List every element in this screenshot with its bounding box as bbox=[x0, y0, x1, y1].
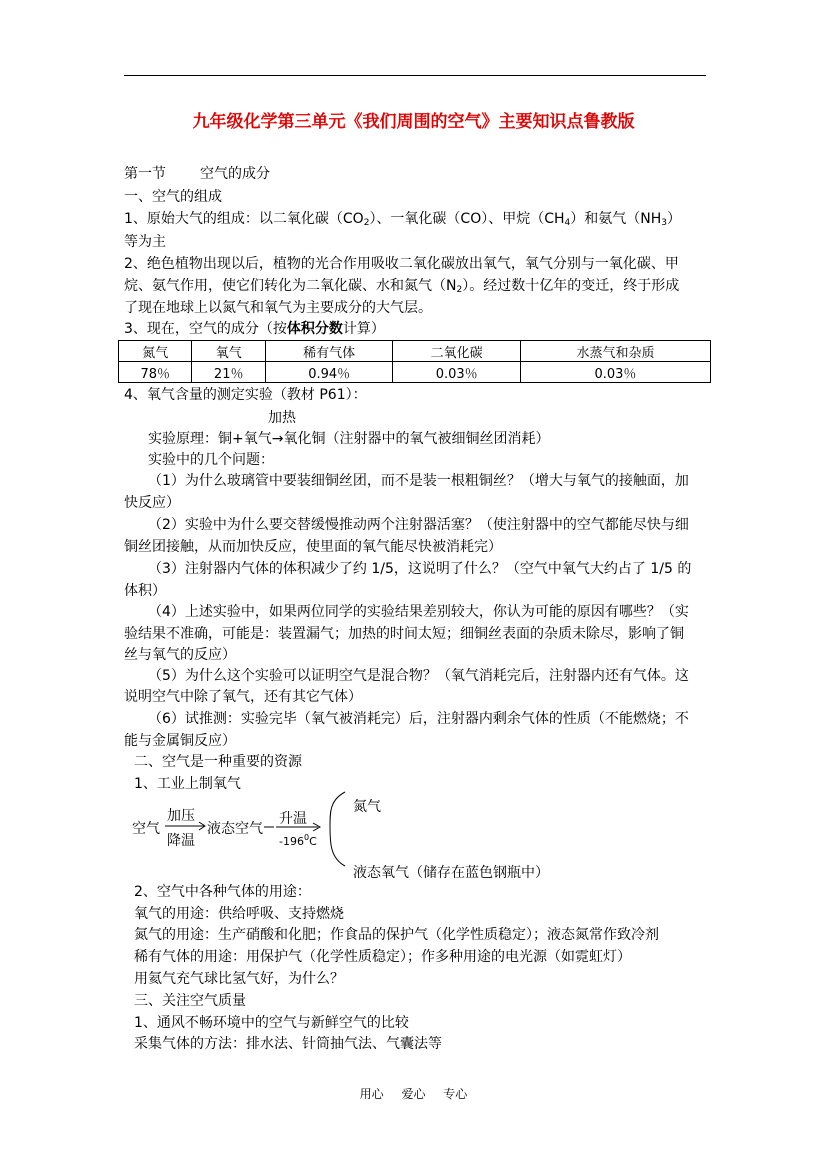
table-cell: 0.03％ bbox=[393, 362, 521, 383]
question-line: （5）为什么这个实验可以证明空气是混合物？（氧气消耗完后，注射器内还有气体。这 bbox=[148, 668, 689, 684]
paragraph-line: 了现在地球上以氮气和氧气为主要成分的大气层。 bbox=[124, 300, 432, 316]
table-header-cell: 氮气 bbox=[119, 341, 192, 362]
paragraph-line: 用氦气充气球比氢气好，为什么？ bbox=[134, 971, 344, 987]
paragraph-line: 采集气体的方法：排水法、针筒抽气法、气囊法等 bbox=[134, 1036, 442, 1052]
paragraph-line: 稀有气体的用途：用保护气（化学性质稳定）；作多种用途的电光源（如霓虹灯） bbox=[134, 949, 631, 965]
question-line: 验结果不准确，可能是：装置漏气；加热的时间太短；细铜丝表面的杂质未除尽，影响了铜 bbox=[124, 626, 684, 642]
table-cell: 0.03％ bbox=[520, 362, 710, 383]
flow-liquid-air: 液态空气 bbox=[207, 821, 263, 837]
table-header-cell: 水蒸气和杂质 bbox=[520, 341, 710, 362]
paragraph-line: 等为主 bbox=[124, 234, 166, 250]
flow-temperature: $-196^0C$ bbox=[279, 833, 317, 848]
part-heading: 一、空气的组成 bbox=[124, 189, 222, 205]
question-line: 丝与氧气的反应） bbox=[124, 647, 236, 663]
question-line: 体积） bbox=[124, 583, 166, 599]
flow-liquid-oxygen: 液态氧气（储存在蓝色钢瓶中） bbox=[353, 865, 549, 881]
flow-nitrogen: 氮气 bbox=[353, 799, 381, 815]
flow-heat-up: 升温 bbox=[279, 811, 307, 827]
question-line: （1）为什么玻璃管中要装细铜丝团，而不是装一根粗铜丝？（增大与氧气的接触面，加 bbox=[148, 473, 689, 489]
question-line: （6）试推测：实验完毕（氧气被消耗完）后，注射器内剩余气体的性质（不能燃烧；不 bbox=[148, 711, 689, 727]
table-cell: 21％ bbox=[192, 362, 265, 383]
flow-pressurize: 加压 bbox=[167, 808, 195, 824]
table-header-cell: 氧气 bbox=[192, 341, 265, 362]
heat-condition-label: 加热 bbox=[268, 410, 296, 426]
paragraph-line: 烷、氨气作用，使它们转化为二氧化碳、水和氮气$(N_2)$。经过数十亿年的变迁，终于形成 bbox=[124, 278, 680, 295]
question-line: 快反应） bbox=[124, 495, 180, 511]
page-footer: 用心 爱心 专心 bbox=[359, 1087, 468, 1101]
question-line: （4）上述实验中，如果两位同学的实验结果差别较大，你认为可能的原因有哪些？（实 bbox=[148, 604, 689, 620]
reaction-principle: 实验原理：铜+氧气→氧化铜（注射器中的氧气被细铜丝团消耗） bbox=[148, 431, 550, 447]
question-line: 铜丝团接触，从而加快反应，使里面的氧气能尽快被消耗完） bbox=[124, 539, 502, 555]
paragraph-line: 3、现在，空气的成分（按体积分数计算） bbox=[124, 321, 385, 337]
table-cell: 78％ bbox=[119, 362, 192, 383]
paragraph-line: 氮气的用途：生产硝酸和化肥；作食品的保护气（化学性质稳定）；液态氮常作致冷剂 bbox=[134, 927, 659, 943]
question-line: （3）注射器内气体的体积减少了约 1/5，这说明了什么？（空气中氧气大约占了 1/5 的 bbox=[148, 561, 692, 577]
flow-air: 空气 bbox=[132, 821, 160, 837]
paragraph-line: 2、空气中各种气体的用途： bbox=[134, 884, 311, 900]
part-heading: 三、关注空气质量 bbox=[134, 993, 246, 1009]
section-number: 第一节 bbox=[124, 166, 166, 182]
paragraph-line: 2、绝色植物出现以后，植物的光合作用吸收二氧化碳放出氧气，氧气分别与一氧化碳、甲 bbox=[124, 256, 679, 272]
paragraph-line: 1、原始大气的组成：以二氧化碳$(CO_2)$、一氧化碳（CO）、甲烷$(CH_4)$和氨气$(NH_3)$ bbox=[124, 211, 682, 228]
table-header-cell: 二氧化碳 bbox=[393, 341, 521, 362]
table-cell: 0.94％ bbox=[265, 362, 393, 383]
flow-cool: 降温 bbox=[167, 833, 195, 849]
paragraph-line: 1、工业上制氧气 bbox=[134, 776, 241, 792]
part-heading: 二、空气是一种重要的资源 bbox=[134, 754, 302, 770]
table-header-cell: 稀有气体 bbox=[265, 341, 393, 362]
document-title: 九年级化学第三单元《我们周围的空气》主要知识点鲁教版 bbox=[192, 112, 635, 132]
paragraph-line: 1、通风不畅环境中的空气与新鲜空气的比较 bbox=[134, 1015, 409, 1031]
question-line: 说明空气中除了氧气，还有其它气体） bbox=[124, 689, 362, 705]
question-line: （2）实验中为什么要交替缓慢推动两个注射器活塞？（使注射器中的空气都能尽快与细 bbox=[148, 517, 689, 533]
section-title: 空气的成分 bbox=[200, 166, 270, 182]
paragraph-line: 氧气的用途：供给呼吸、支持燃烧 bbox=[134, 906, 344, 922]
emphasis-text: 体积分数 bbox=[286, 321, 343, 337]
question-line: 能与金属铜反应） bbox=[124, 733, 236, 749]
paragraph-line: 实验中的几个问题： bbox=[148, 452, 274, 468]
paragraph-line: 4、氧气含量的测定实验（教材 P61）： bbox=[124, 387, 367, 403]
brace-icon bbox=[330, 792, 345, 866]
